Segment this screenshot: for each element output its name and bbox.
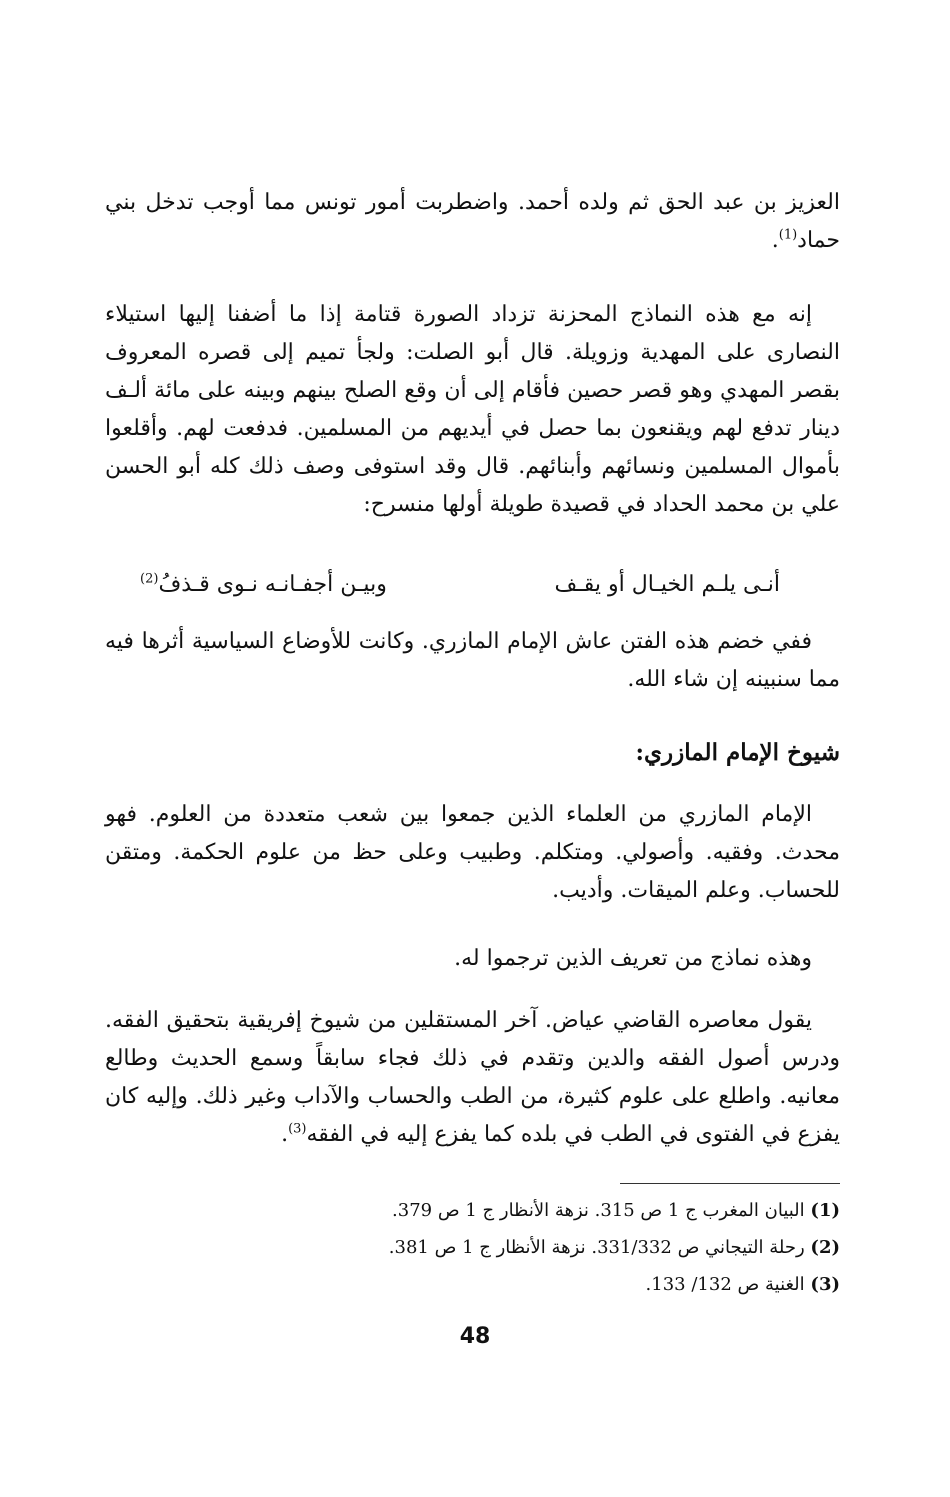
footnote-item bbox=[105, 1192, 840, 1229]
paragraph-political-context: ففي خضم هذه الفتن عاش الإمام المازري. وكانت للأوضاع السياسية أثرها فيه مما سنبينه إن شاء الله. bbox=[105, 629, 840, 692]
verse-first-hemistich: أنـى يلـم الخيـال أو يقـف bbox=[554, 572, 780, 597]
verse-second-hemistich-text: وبيـن أجفـانـه نـوى قـذفُ bbox=[158, 572, 387, 597]
footnote-ref-2: (2) bbox=[140, 571, 159, 587]
footnote-number: (2) bbox=[810, 1237, 840, 1258]
footnotes bbox=[105, 1192, 840, 1303]
paragraph-intro bbox=[105, 184, 840, 260]
footnote-ref-1: (1) bbox=[778, 227, 798, 243]
paragraph-qadi-iyad-text: يقول معاصره القاضي عياض. آخر المستقلين من شيوخ إفريقية بتحقيق الفقه. ودرس أصول الفقه والدين وتقدم في ذلك فجاء سابقاً وسمع الحديث وطالع معانيه. واطلع على علوم كثيرة، من الطب والحساب والآداب وغير ذلك. وإليه كان يفزع في الفتوى في الطب في بلده كما يفزع إليه في الفقه bbox=[105, 1008, 840, 1147]
section-heading: شيوخ الإمام المازري: bbox=[635, 739, 840, 766]
poem-verse bbox=[140, 566, 780, 606]
footnote-text: البيان المغرب ج 1 ص 315. نزهة الأنظار ج 1 ص 379. bbox=[392, 1200, 805, 1221]
paragraph-examples-intro: وهذه نماذج من تعريف الذين ترجموا له. bbox=[454, 946, 812, 971]
footnote-number: (3) bbox=[810, 1274, 840, 1295]
footnote-number: (1) bbox=[810, 1200, 840, 1221]
footnote-divider bbox=[620, 1183, 840, 1184]
paragraph-qadi-iyad bbox=[105, 1002, 840, 1154]
paragraph-qadi-iyad-end: . bbox=[281, 1122, 289, 1147]
footnote-text: رحلة التيجاني ص 331/332. نزهة الأنظار ج 1 ص 381. bbox=[388, 1237, 805, 1258]
paragraph-intro-text: العزيز بن عبد الحق ثم ولده أحمد. واضطربت أمور تونس مما أوجب تدخل بني حماد bbox=[105, 190, 840, 253]
footnote-ref-3: (3) bbox=[288, 1121, 307, 1137]
footnote-item bbox=[105, 1229, 840, 1266]
verse-second-hemistich bbox=[140, 566, 387, 604]
footnote-text: الغنية ص 132/ 133. bbox=[645, 1274, 805, 1295]
paragraph-intro-end: . bbox=[771, 228, 779, 253]
page-number: 48 bbox=[459, 1324, 491, 1349]
footnote-item bbox=[105, 1266, 840, 1303]
paragraph-mazari-sciences: الإمام المازري من العلماء الذين جمعوا بين شعب متعددة من العلوم. فهو محدث. وفقيه. وأصولي. ومتكلم. وطبيب وعلى حظ من علوم الحكمة. ومتقن للحساب. وعلم الميقات. وأديب. bbox=[105, 802, 840, 903]
paragraph-christian-conquest: إنه مع هذه النماذج المحزنة تزداد الصورة قتامة إذا ما أضفنا إليها استيلاء النصارى على المهدية وزويلة. قال أبو الصلت: ولجأ تميم إلى قصره المعروف بقصر المهدي وهو قصر حصين فأقام إلى أن وقع الصلح بينهم وبينه على مائة ألـف دينار تدفع لهم ويقنعون بما حصل في أيديهم من المسلمين. فدفعت لهم. وأقلعوا بأموال المسلمين ونسائهم وأبنائهم. قال وقد استوفى وصف ذلك كله أبو الحسن علي بن محمد الحداد في قصيدة طويلة أولها منسرح: bbox=[105, 302, 840, 517]
